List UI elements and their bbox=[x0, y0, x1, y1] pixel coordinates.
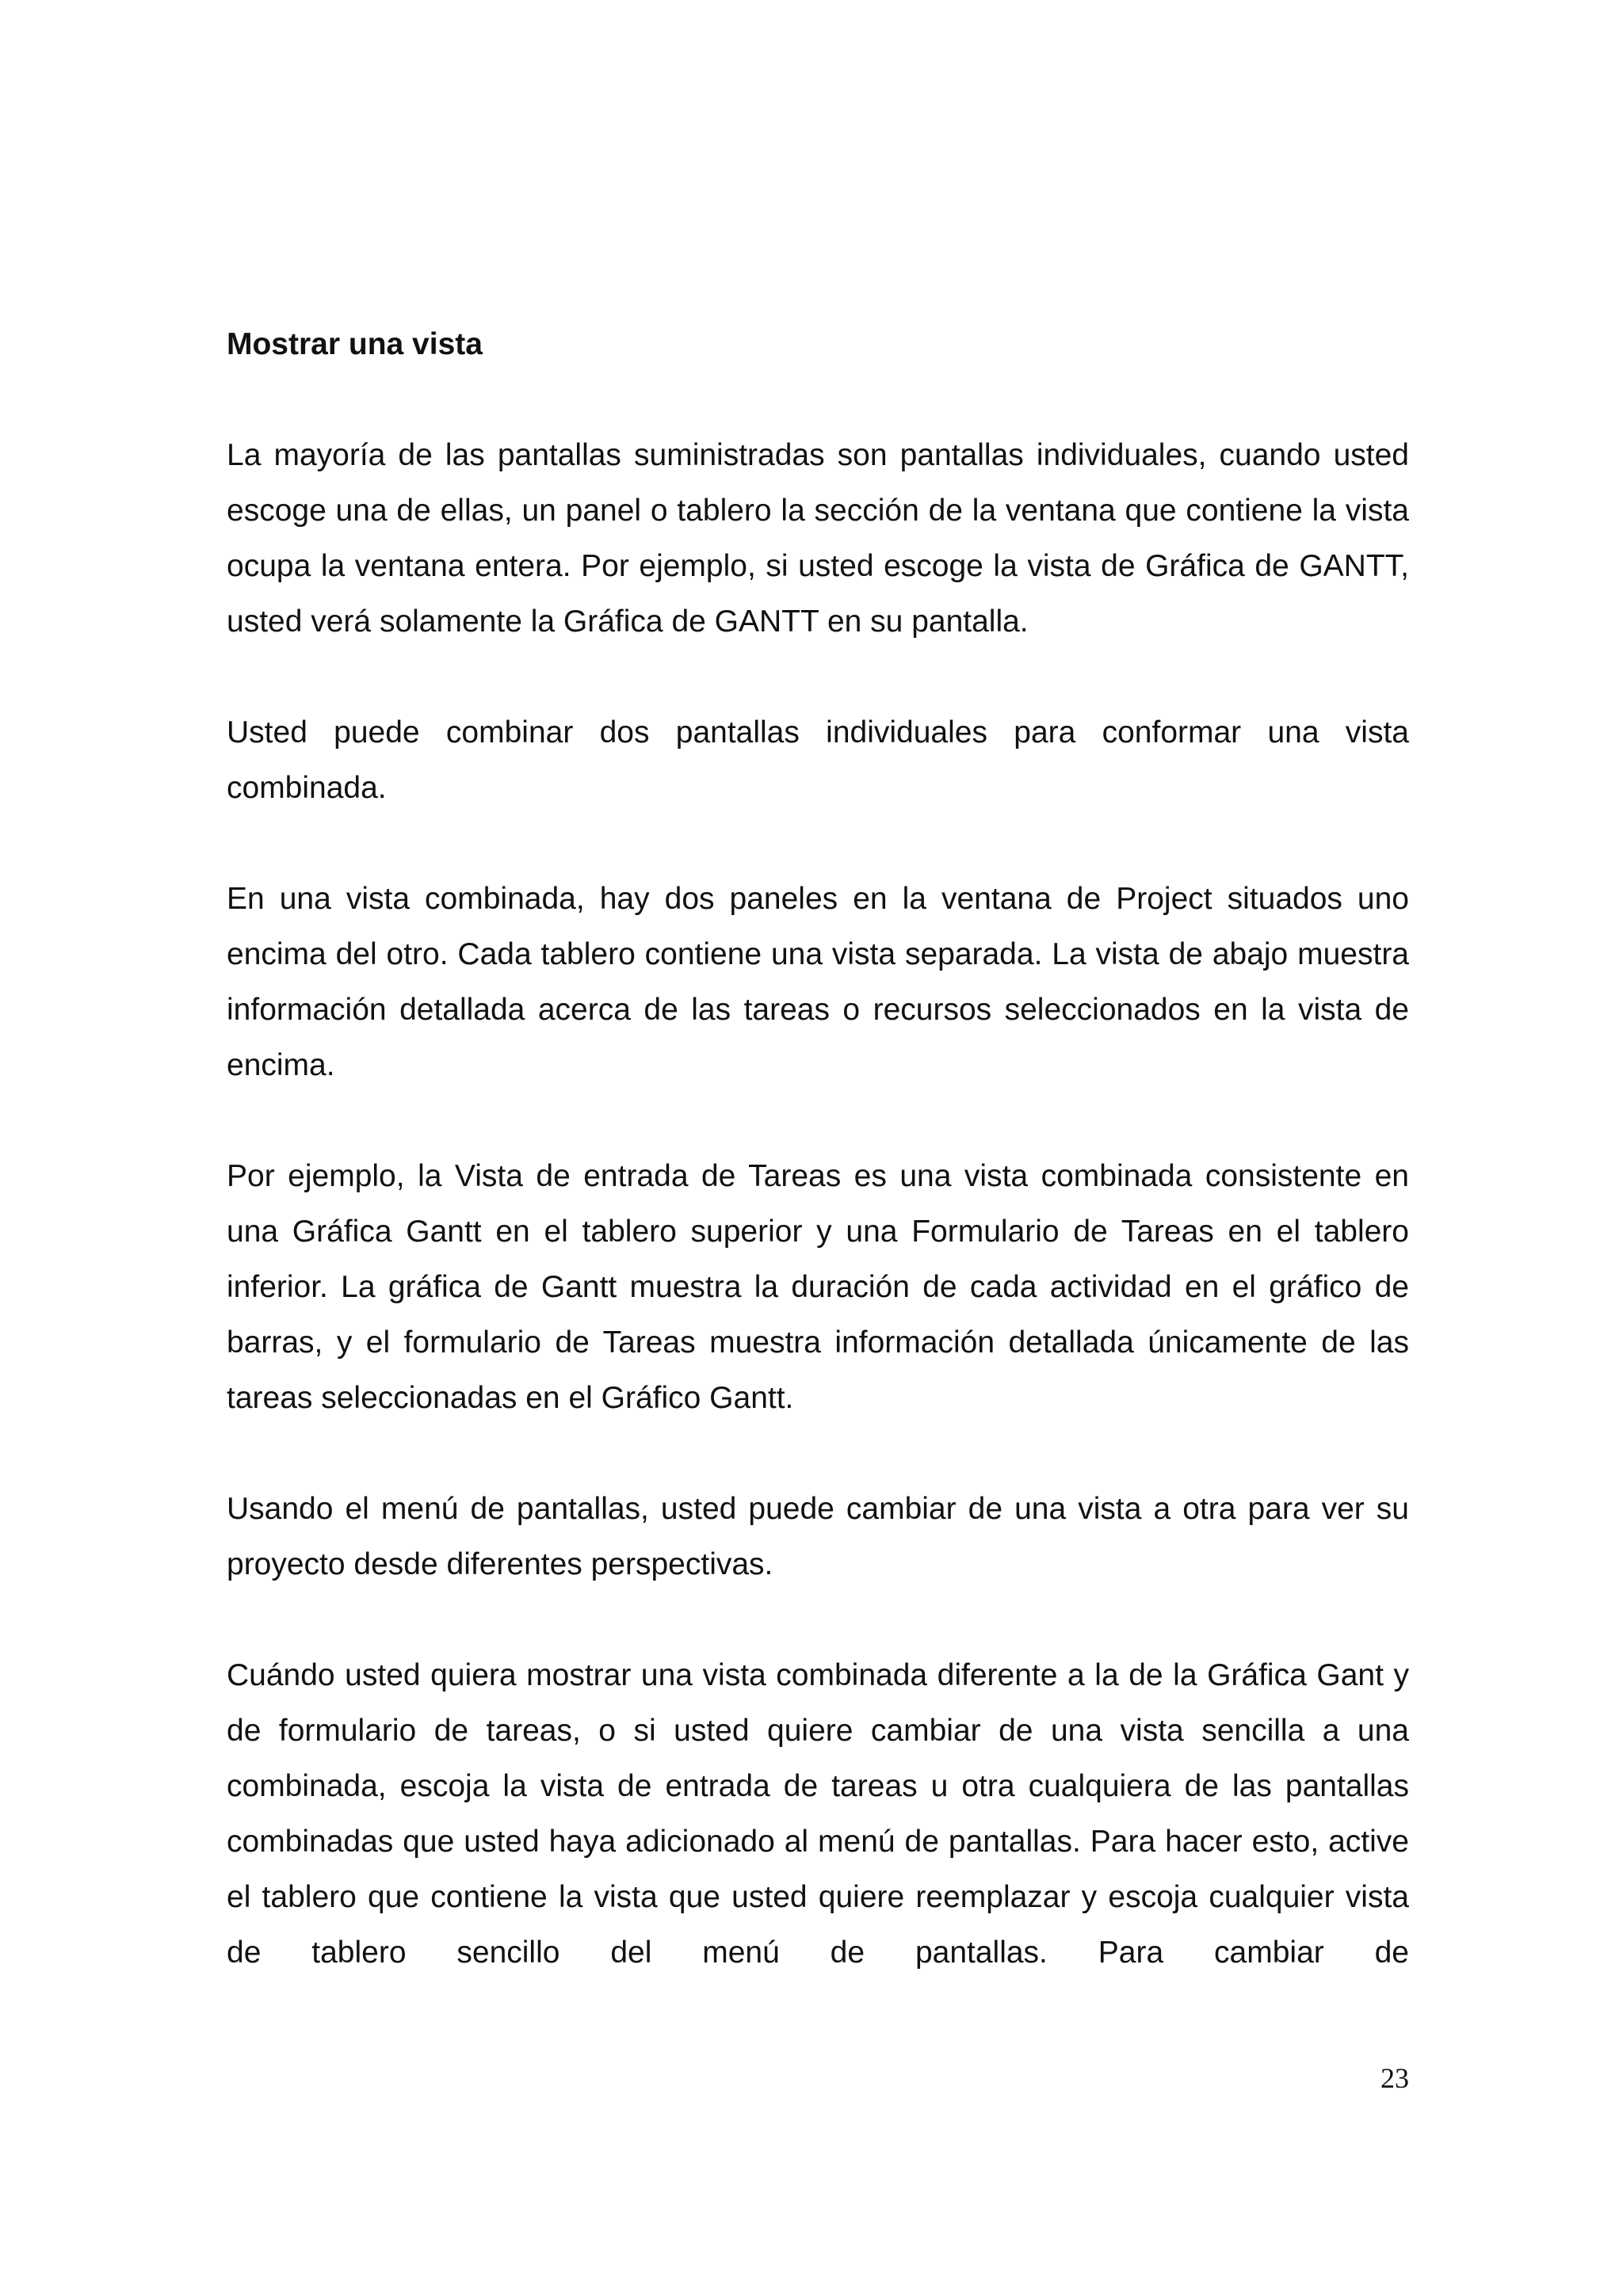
page-body bbox=[227, 317, 1409, 2036]
paragraph-individual-views: La mayoría de las pantallas suministradas son pantallas individuales, cuando usted escoge una de ellas, un panel o tablero la sección de la ventana que contiene la vista ocupa la ventana entera. Por ejemplo, si usted escoge la vista de Gráfica de GANTT, usted verá solamente la Gráfica de GANTT en su pantalla. bbox=[227, 438, 1409, 639]
paragraph-combination-view-panes: En una vista combinada, hay dos paneles en la ventana de Project situados uno encima del otro. Cada tablero contiene una vista separada. La vista de abajo muestra información detallada acerca de las tareas o recursos seleccionados en la vista de encima. bbox=[227, 882, 1409, 1082]
page-number: 23 bbox=[1381, 2062, 1409, 2094]
paragraph-task-entry-example: Por ejemplo, la Vista de entrada de Tareas es una vista combinada consistente en una Gráfica Gantt en el tablero superior y una Formulario de Tareas en el tablero inferior. La gráfica de Gantt muestra la duración de cada actividad en el gráfico de barras, y el formulario de Tareas muestra información detallada únicamente de las tareas seleccionadas en el Gráfico Gantt. bbox=[227, 1159, 1409, 1415]
paragraph-display-combination-view: Cuándo usted quiera mostrar una vista combinada diferente a la de la Gráfica Gant y de formulario de tareas, o si usted quiere cambiar de una vista sencilla a una combinada, escoja la vista de entrada de tareas u otra cualquiera de las pantallas combinadas que usted haya adicionado al menú de pantallas. Para hacer esto, active el tablero que contiene la vista que usted quiere reemplazar y escoja cualquier vista de tablero sencillo del menú de pantallas. Para cambiar de bbox=[227, 1658, 1409, 1970]
section-heading: Mostrar una vista bbox=[227, 327, 483, 361]
paragraph-view-menu: Usando el menú de pantallas, usted puede cambiar de una vista a otra para ver su proyecto desde diferentes perspectivas. bbox=[227, 1492, 1409, 1581]
paragraph-combine-views: Usted puede combinar dos pantallas individuales para conformar una vista combinada. bbox=[227, 715, 1409, 805]
